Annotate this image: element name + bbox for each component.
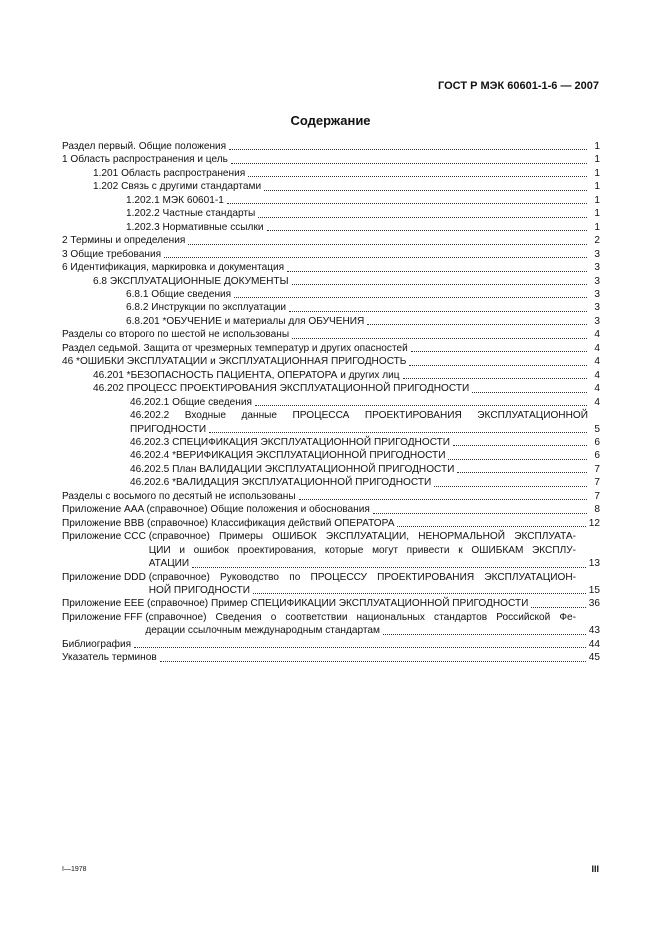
toc-page-number: 4 [594,329,600,341]
toc-page-number: 4 [594,342,600,354]
toc-entry-text: 46.202.6 *ВАЛИДАЦИЯ ЭКСПЛУАТАЦИОННОЙ ПРИГОДНОСТИ [130,477,432,489]
toc-entry[interactable] [62,530,600,570]
toc-entry-text: дерации ссылочным международным стандартам [145,625,380,637]
toc-entry-text: 46.202 ПРОЦЕСС ПРОЕКТИРОВАНИЯ ЭКСПЛУАТАЦИОННОЙ ПРИГОДНОСТИ [93,383,470,395]
toc-entry[interactable] [62,517,600,530]
toc-entry-text: 2 Термины и определения [62,235,186,247]
toc-page-number: 4 [594,356,600,368]
toc-page-number: 15 [588,584,600,596]
toc-entry-text: 46.202.3 СПЕЦИФИКАЦИЯ ЭКСПЛУАТАЦИОННОЙ ПРИГОДНОСТИ [130,436,451,448]
toc-page-number: 1 [594,141,600,152]
page-title: Содержание [290,113,371,128]
dot-leader [253,593,586,594]
toc-entry[interactable] [62,369,600,382]
toc-entry-text: (справочное) Руководство по ПРОЦЕССУ ПРОЕКТИРОВАНИЯ ЭКСПЛУАТАЦИОН- [148,571,576,583]
toc-entry-text: Разделы с восьмого по десятый не использованы [62,490,296,502]
dot-leader [258,217,587,218]
toc-entry[interactable] [62,651,600,664]
toc-entry-text: ЦИИ и ошибок проектирования, которые могут привести к ОШИБКАМ ЭКСПЛУ- [148,544,576,556]
toc-entry-text: НОЙ ПРИГОДНОСТИ [148,584,251,596]
toc-page-number: 36 [588,598,600,610]
toc-entry-text: 1 Область распространения и цель [62,154,228,166]
dot-leader [373,513,587,514]
dot-leader [457,472,587,473]
dot-leader [209,432,587,433]
toc-entry-text: 1.202.3 Нормативные ссылки [126,221,264,233]
toc-entry[interactable] [62,490,600,503]
toc-entry[interactable] [62,571,600,598]
dot-leader [531,607,585,608]
toc-entry[interactable] [62,315,600,328]
dot-leader [229,149,587,150]
dot-leader [264,190,587,191]
toc-entry[interactable] [62,597,600,610]
dot-leader [292,284,587,285]
toc-page-number: 2 [594,235,600,247]
dot-leader [411,351,587,352]
dot-leader [397,526,585,527]
toc-page-number: 45 [588,652,600,664]
table-of-contents [62,140,600,665]
toc-entry[interactable] [62,355,600,368]
toc-page-number: 8 [594,504,600,516]
toc-page-number: 3 [594,315,600,327]
toc-entry-text: 46.201 *БЕЗОПАСНОСТЬ ПАЦИЕНТА, ОПЕРАТОРА и других лиц [93,369,400,381]
dot-leader [299,499,587,500]
toc-page-number: 44 [588,638,600,650]
dot-leader [248,176,587,177]
toc-page-number: 1 [594,221,600,233]
toc-entry-text: АТАЦИИ [148,558,190,570]
toc-entry[interactable] [62,611,600,638]
toc-page-number: 4 [594,369,600,381]
toc-entry[interactable] [62,207,600,220]
toc-entry-text: 46 *ОШИБКИ ЭКСПЛУАТАЦИИ и ЭКСПЛУАТАЦИОННАЯ ПРИГОДНОСТЬ [62,356,407,368]
toc-page-number: 4 [594,396,600,408]
toc-page-number: 6 [594,436,600,448]
toc-entry-text: 3 Общие требования [62,248,162,260]
toc-entry-text: 6.8 ЭКСПЛУАТАЦИОННЫЕ ДОКУМЕНТЫ [93,275,289,287]
toc-entry-text: 46.202.4 *ВЕРИФИКАЦИЯ ЭКСПЛУАТАЦИОННОЙ ПРИГОДНОСТИ [130,450,446,462]
toc-page-number: 7 [594,477,600,489]
toc-entry-prefix: Приложение CCC [62,531,149,543]
toc-page-number: 3 [594,262,600,274]
dot-leader [192,567,586,568]
dot-leader [409,365,587,366]
toc-entry-text: Приложение AAA (справочное) Общие положения и обоснования [62,504,370,516]
toc-entry[interactable] [62,167,600,180]
dot-leader [434,486,587,487]
toc-entry[interactable] [62,221,600,234]
toc-entry[interactable] [62,342,600,355]
toc-entry[interactable] [62,436,600,449]
toc-entry-text: (справочное) Сведения о соответствии национальных стандартов Российской Фе- [145,611,576,623]
page-number: III [591,864,599,874]
toc-page-number: 43 [588,625,600,637]
dot-leader [453,445,587,446]
toc-entry-text: Раздел седьмой. Защита от чрезмерных температур и других опасностей [62,342,408,354]
dot-leader [448,459,587,460]
toc-page-number: 3 [594,248,600,260]
toc-entry-text: Приложение BBB (справочное) Классификация действий ОПЕРАТОРА [62,517,395,529]
toc-entry-prefix: Приложение DDD [62,571,149,583]
dot-leader [255,405,587,406]
toc-entry[interactable] [62,248,600,261]
toc-page-number: 6 [594,450,600,462]
toc-page-number: 1 [594,167,600,179]
toc-entry[interactable] [62,409,600,436]
toc-entry-text: 1.201 Область распространения [93,167,246,179]
toc-page-number: 1 [594,154,600,166]
toc-entry[interactable] [62,638,600,651]
toc-entry-text: 6.8.1 Общие сведения [126,288,232,300]
toc-entry[interactable] [62,396,600,409]
dot-leader [227,203,587,204]
toc-entry-text: 46.202.2 Входные данные ПРОЦЕССА ПРОЕКТИРОВАНИЯ ЭКСПЛУАТАЦИОННОЙ [130,410,588,422]
toc-entry-text: 1.202.2 Частные стандарты [126,208,256,220]
dot-leader [287,271,587,272]
dot-leader [367,324,587,325]
print-code: I—1978 [62,866,87,873]
toc-page-number: 4 [594,383,600,395]
toc-entry[interactable] [62,261,600,274]
toc-entry[interactable] [62,275,600,288]
toc-entry-text: 46.202.1 Общие сведения [130,396,252,408]
toc-entry-text: 46.202.5 План ВАЛИДАЦИИ ЭКСПЛУАТАЦИОННОЙ ПРИГОДНОСТИ [130,463,455,475]
toc-entry[interactable] [62,328,600,341]
toc-entry-text: 1.202.1 МЭК 60601-1 [126,194,224,206]
toc-entry-text: 6.8.201 *ОБУЧЕНИЕ и материалы для ОБУЧЕНИЯ [126,315,365,327]
toc-page-number: 7 [594,490,600,502]
toc-page-number: 5 [594,423,600,435]
toc-entry[interactable] [62,234,600,247]
toc-page-number: 1 [594,194,600,206]
toc-entry-text: 1.202 Связь с другими стандартами [93,181,262,193]
toc-entry[interactable] [62,382,600,395]
dot-leader [160,661,586,662]
toc-entry-text: Раздел первый. Общие положения [62,141,227,152]
toc-entry[interactable] [62,503,600,516]
dot-leader [234,297,587,298]
toc-entry[interactable] [62,153,600,166]
toc-entry-text: Разделы со второго по шестой не использованы [62,329,290,341]
toc-entry[interactable] [62,140,600,153]
toc-entry[interactable] [62,476,600,489]
dot-leader [472,392,587,393]
toc-page-number: 3 [594,275,600,287]
dot-leader [403,378,587,379]
toc-entry-text: 6 Идентификация, маркировка и документация [62,262,285,274]
toc-entry[interactable] [62,301,600,314]
toc-entry[interactable] [62,180,600,193]
toc-page-number: 12 [588,517,600,529]
toc-entry-prefix: Приложение FFF [62,611,146,623]
toc-entry-text: Библиография [62,638,132,650]
toc-page-number: 1 [594,181,600,193]
toc-entry[interactable] [62,288,600,301]
toc-entry[interactable] [62,449,600,462]
toc-entry[interactable] [62,194,600,207]
dot-leader [267,230,588,231]
toc-entry[interactable] [62,463,600,476]
toc-page-number: 1 [594,208,600,220]
toc-entry-text: ПРИГОДНОСТИ [130,423,207,435]
toc-page-number: 7 [594,463,600,475]
toc-entry-text: Указатель терминов [62,652,157,664]
toc-page-number: 13 [588,558,600,570]
dot-leader [383,634,586,635]
toc-page-number: 3 [594,288,600,300]
dot-leader [164,257,587,258]
toc-entry-text: 6.8.2 Инструкции по эксплуатации [126,302,287,314]
dot-leader [289,311,587,312]
dot-leader [134,647,586,648]
dot-leader [231,163,587,164]
toc-page-number: 3 [594,302,600,314]
dot-leader [292,338,587,339]
dot-leader [188,244,587,245]
toc-entry-text: (справочное) Примеры ОШИБОК ЭКСПЛУАТАЦИИ, НЕНОРМАЛЬНОЙ ЭКСПЛУАТА- [148,531,576,543]
toc-entry-text: Приложение EEE (справочное) Пример СПЕЦИФИКАЦИИ ЭКСПЛУАТАЦИОННОЙ ПРИГОДНОСТИ [62,598,529,610]
standard-designation: ГОСТ Р МЭК 60601-1-6 — 2007 [438,80,599,92]
